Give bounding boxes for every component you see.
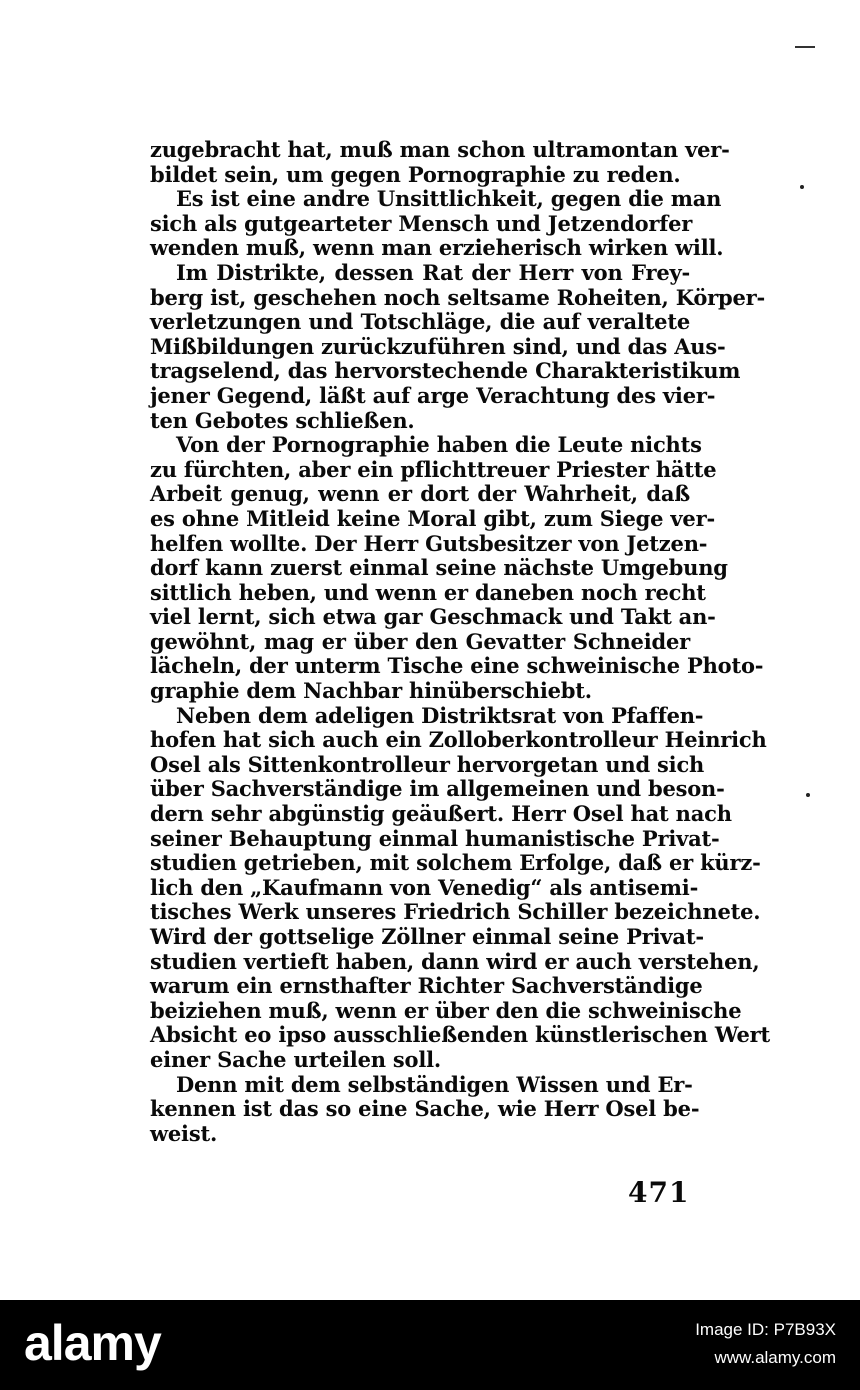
corner-mark xyxy=(795,46,815,48)
text-line: dorf kann zuerst einmal seine nächste Umgebung xyxy=(150,555,728,581)
text-line: weist. xyxy=(150,1120,218,1146)
text-line: zugebracht hat, muß man schon ultramontan ver- xyxy=(150,137,730,162)
text-line: bildet sein, um gegen Pornographie zu reden. xyxy=(150,161,681,187)
text-line: ten Gebotes schließen. xyxy=(150,407,415,433)
text-line: kennen ist das so eine Sache, wie Herr Osel be- xyxy=(150,1096,700,1122)
text-line: zu fürchten, aber ein pflichttreuer Priester hätte xyxy=(150,456,717,482)
text-line: lächeln, der unterm Tische eine schweinische Photo- xyxy=(150,653,764,679)
text-line: Wird der gottselige Zöllner einmal seine Privat- xyxy=(150,924,704,949)
text-line: studien getrieben, mit solchem Erfolge, daß er kürz- xyxy=(150,850,761,876)
text-line: lich den „Kaufmann von Venedig“ als antisemi- xyxy=(150,874,699,900)
text-line: verletzungen und Totschläge, die auf veraltete xyxy=(150,309,690,335)
text-line: Osel als Sittenkontrolleur hervorgetan und sich xyxy=(150,751,705,777)
page-number: 471 xyxy=(628,1176,690,1209)
text-line: gewöhnt, mag er über den Gevatter Schneider xyxy=(150,628,690,654)
text-line: berg ist, geschehen noch seltsame Roheiten, Körper- xyxy=(150,284,766,310)
scan-speck xyxy=(800,185,804,189)
text-line: viel lernt, sich etwa gar Geschmack und Takt an- xyxy=(150,604,716,630)
text-line: einer Sache urteilen soll. xyxy=(150,1046,442,1072)
text-line: wenden muß, wenn man erzieherisch wirken will. xyxy=(150,235,724,261)
text-line: seiner Behauptung einmal humanistische Privat- xyxy=(150,825,720,851)
scan-speck xyxy=(806,793,810,797)
text-line: dern sehr abgünstig geäußert. Herr Osel hat nach xyxy=(150,801,732,827)
body-text xyxy=(150,137,771,1146)
text-line: tisches Werk unseres Friedrich Schiller bezeichnete. xyxy=(150,899,761,925)
text-line: helfen wollte. Der Herr Gutsbesitzer von Jetzen- xyxy=(150,530,708,556)
text-line: Von der Pornographie haben die Leute nichts xyxy=(176,432,702,458)
site-url: www.alamy.com xyxy=(714,1348,836,1367)
text-line: sittlich heben, und wenn er daneben noch recht xyxy=(150,579,706,605)
text-line: Neben dem adeligen Distriktsrat von Pfaffen- xyxy=(176,702,704,728)
alamy-logo: alamy xyxy=(24,1315,161,1371)
text-line: warum ein ernsthafter Richter Sachverständige xyxy=(150,973,703,999)
text-line: über Sachverständige im allgemeinen und beson- xyxy=(150,776,725,802)
text-line: hofen hat sich auch ein Zolloberkontrolleur Heinrich xyxy=(150,727,767,753)
text-line: tragselend, das hervorstechende Charakteristikum xyxy=(150,358,741,384)
text-line: jener Gegend, läßt auf arge Verachtung des vier- xyxy=(150,382,716,408)
text-line: sich als gutgearteter Mensch und Jetzendorfer xyxy=(150,210,693,236)
text-line: Es ist eine andre Unsittlichkeit, gegen die man xyxy=(176,186,722,212)
text-line: Mißbildungen zurückzuführen sind, und das Aus- xyxy=(150,333,726,359)
text-line: Denn mit dem selbständigen Wissen und Er- xyxy=(176,1071,693,1097)
image-id: Image ID: P7B93X xyxy=(695,1320,836,1339)
text-line: Im Distrikte, dessen Rat der Herr von Frey- xyxy=(176,259,690,285)
text-line: beiziehen muß, wenn er über den die schweinische xyxy=(150,997,742,1023)
watermark-footer xyxy=(0,1300,860,1390)
text-line: es ohne Mitleid keine Moral gibt, zum Siege ver- xyxy=(150,505,715,531)
text-line: graphie dem Nachbar hinüberschiebt. xyxy=(150,678,592,704)
text-line: Absicht eo ipso ausschließenden künstlerischen Wert xyxy=(150,1022,771,1048)
text-line: studien vertieft haben, dann wird er auch verstehen, xyxy=(150,948,760,974)
text-line: Arbeit genug, wenn er dort der Wahrheit, daß xyxy=(150,481,690,507)
